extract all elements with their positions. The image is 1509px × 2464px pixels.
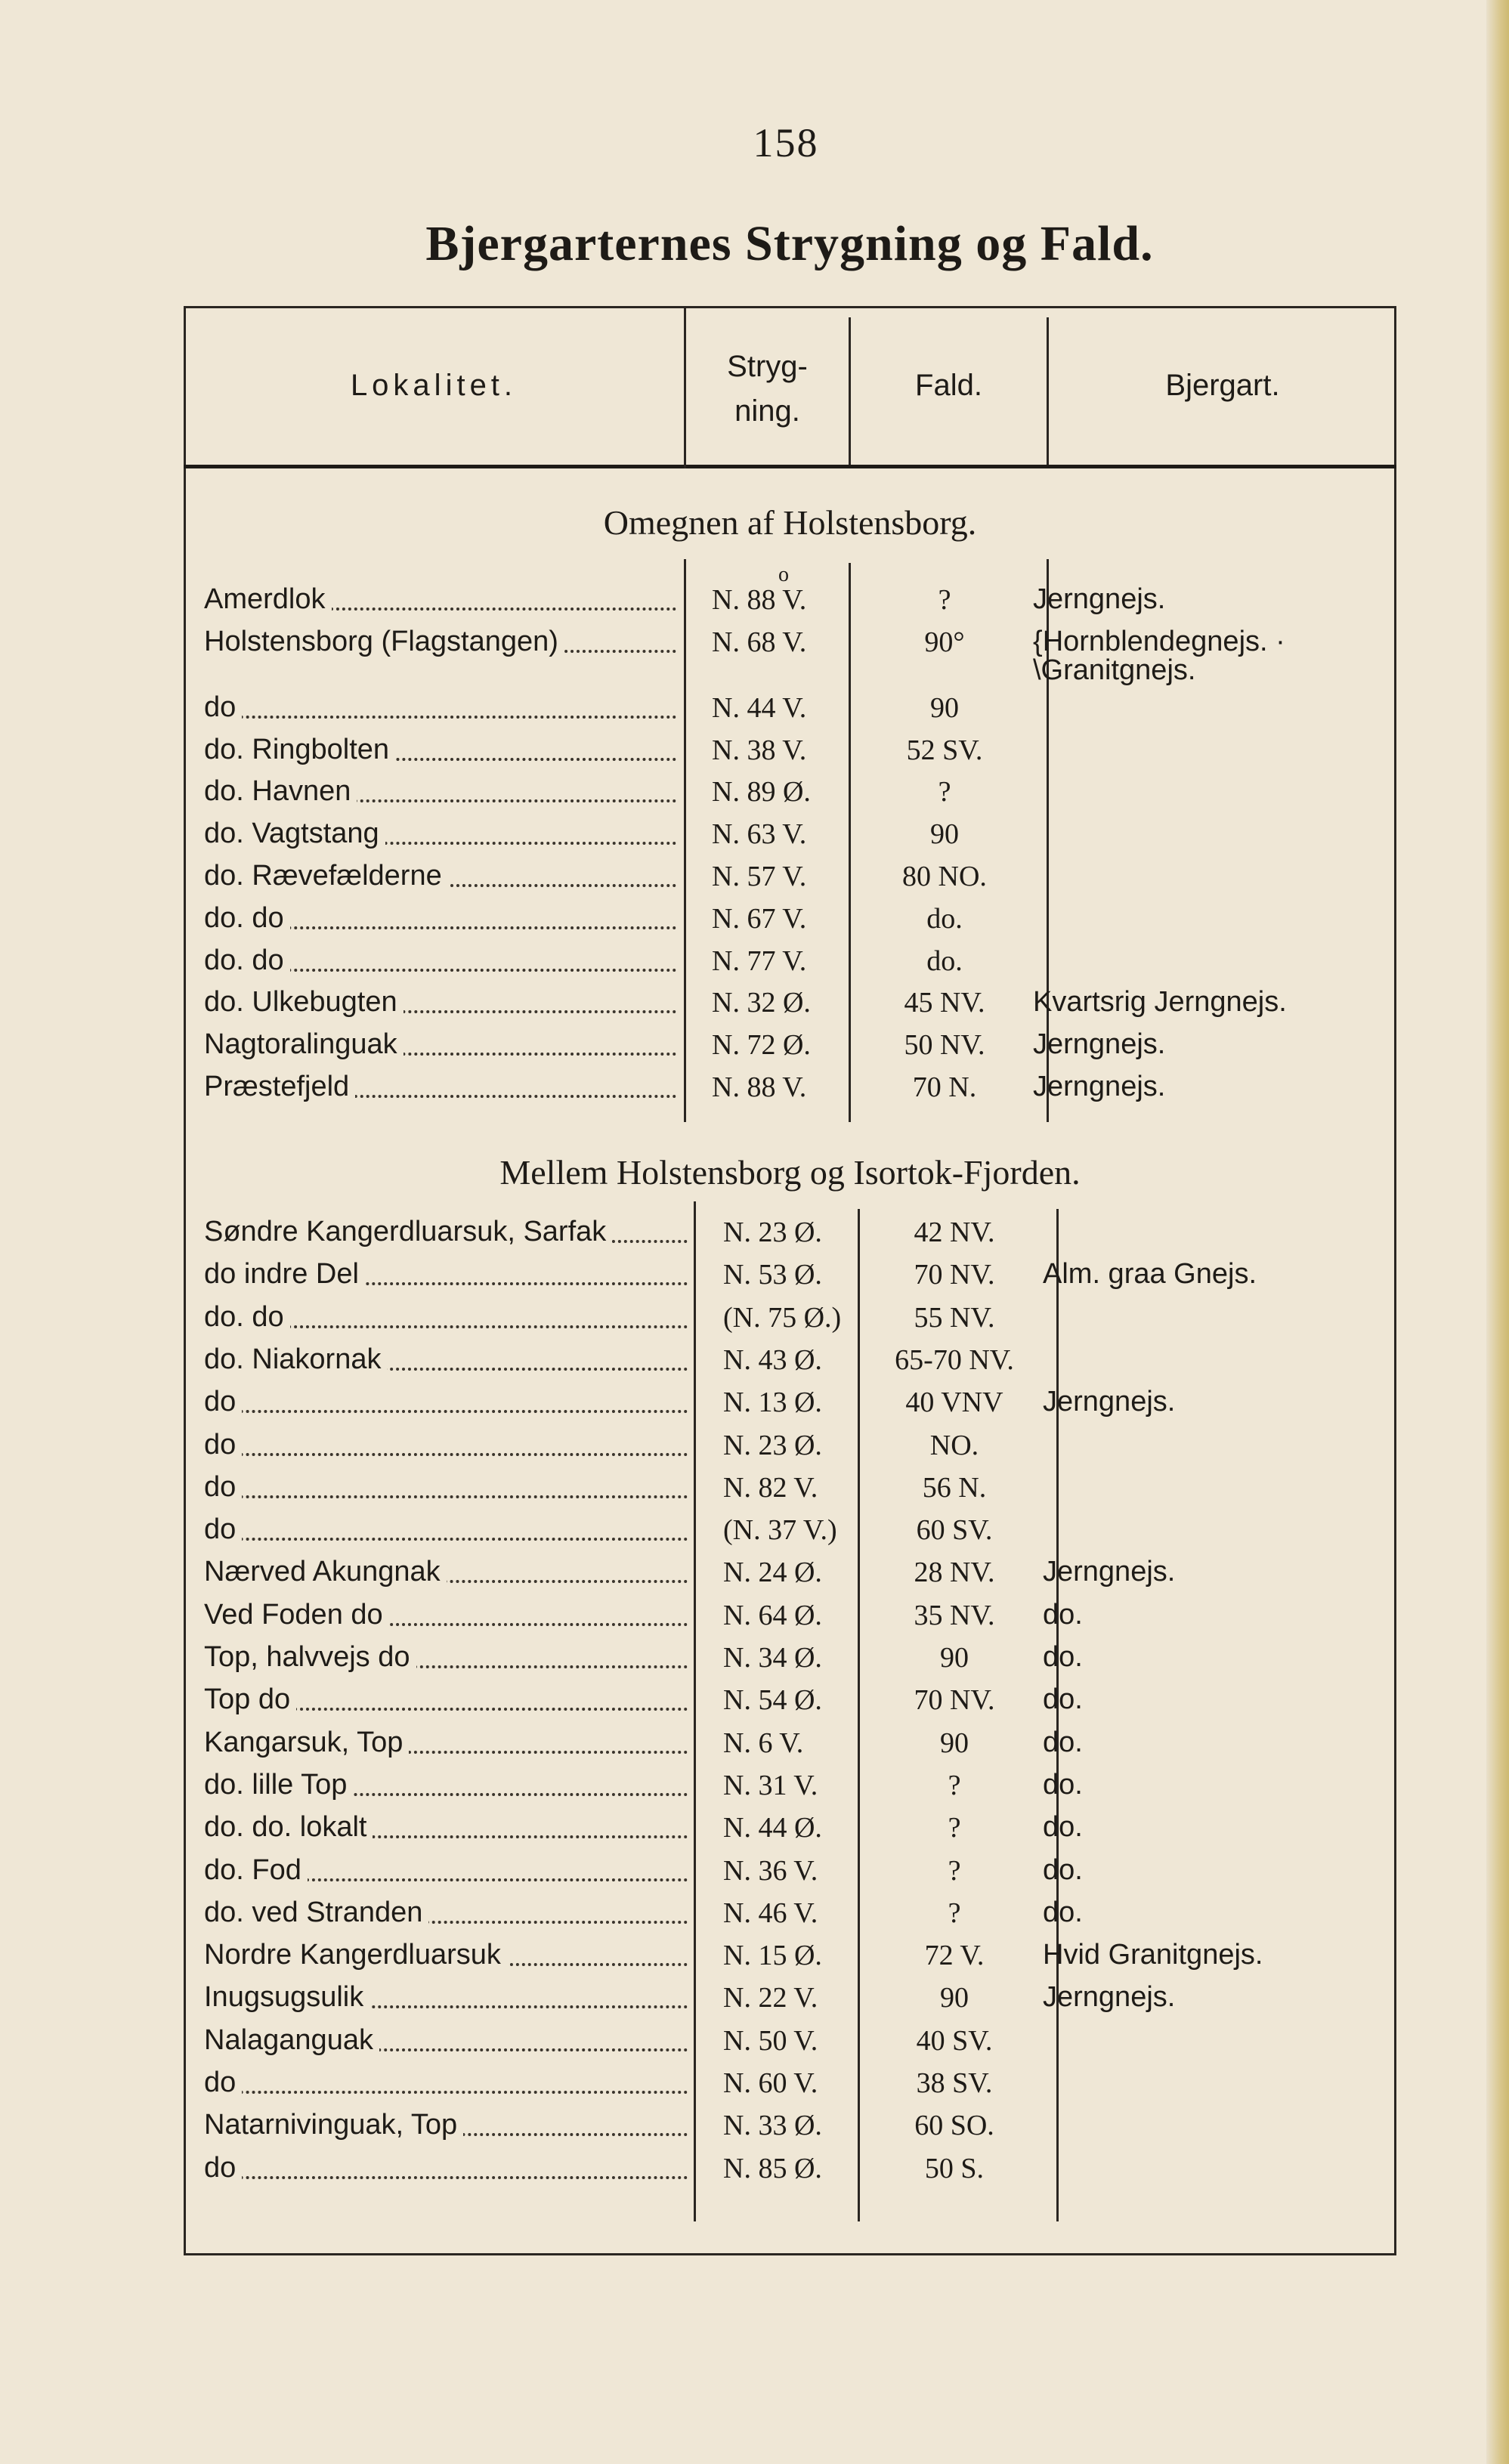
cell-strygning: N. 64 Ø. bbox=[723, 1599, 822, 1631]
cell-lokalitet: do. Ringbolten bbox=[204, 734, 395, 766]
cell-fald: 90 bbox=[940, 1727, 969, 1759]
cell-fald: ? bbox=[938, 584, 951, 616]
cell-strygning: N. 32 Ø. bbox=[712, 987, 811, 1019]
cell-strygning: N. 72 Ø. bbox=[712, 1029, 811, 1062]
cell-lokalitet: do. Havnen bbox=[204, 775, 357, 808]
table-row bbox=[184, 1068, 1396, 1110]
cell-strygning: N. 68 V. bbox=[712, 626, 807, 658]
leader-dots bbox=[204, 1495, 688, 1498]
header-lokalitet: Lokalitet. bbox=[350, 369, 518, 402]
cell-bjergart: Jerngnejs. bbox=[1033, 1028, 1166, 1061]
cell-fald: 90° bbox=[924, 626, 965, 658]
cell-strygning: N. 31 V. bbox=[723, 1769, 818, 1801]
table-row bbox=[184, 2106, 1396, 2148]
header-fald: Fald. bbox=[915, 369, 982, 402]
cell-lokalitet: do. do. lokalt bbox=[204, 1811, 373, 1844]
cell-fald: do. bbox=[926, 944, 963, 977]
leader-dots bbox=[204, 1453, 688, 1456]
table-row bbox=[184, 731, 1396, 773]
cell-lokalitet: do. do bbox=[204, 944, 290, 977]
cell-fald: ? bbox=[948, 1854, 961, 1887]
cell-lokalitet: do bbox=[204, 691, 242, 724]
table-row bbox=[184, 2021, 1396, 2064]
header-strygning: ning. bbox=[734, 394, 800, 428]
page-title: Bjergarternes Strygning og Fald. bbox=[425, 216, 1154, 271]
cell-fald: 90 bbox=[940, 1642, 969, 1674]
cell-fald: 35 NV. bbox=[914, 1599, 995, 1631]
cell-lokalitet: Nalaganguak bbox=[204, 2024, 379, 2057]
cell-lokalitet: do bbox=[204, 1429, 242, 1461]
cell-fald: 38 SV. bbox=[916, 2067, 993, 2099]
cell-fald: 56 N. bbox=[922, 1471, 987, 1504]
cell-lokalitet: Top, halvvejs do bbox=[204, 1641, 416, 1674]
cell-lokalitet: do. Vagtstang bbox=[204, 818, 385, 850]
cell-bjergart: Jerngnejs. bbox=[1033, 583, 1166, 615]
cell-fald: ? bbox=[948, 1769, 961, 1801]
table-row bbox=[184, 857, 1396, 899]
cell-strygning: N. 23 Ø. bbox=[723, 1217, 822, 1248]
cell-lokalitet: do bbox=[204, 2152, 242, 2184]
cell-bjergart: do. bbox=[1043, 1811, 1083, 1844]
cell-lokalitet: do bbox=[204, 1513, 242, 1546]
cell-lokalitet: Søndre Kangerdluarsuk, Sarfak bbox=[204, 1216, 612, 1248]
cell-lokalitet: do. Fod bbox=[204, 1854, 308, 1887]
cell-fald: 50 S. bbox=[924, 2152, 985, 2184]
section-title: Omegnen af Holstensborg. bbox=[603, 503, 977, 542]
cell-lokalitet: do bbox=[204, 2067, 242, 2099]
table-row bbox=[184, 1724, 1396, 1766]
leader-dots bbox=[204, 1538, 688, 1541]
cell-strygning: N. 22 V. bbox=[723, 1982, 818, 2014]
header-rule bbox=[184, 465, 1396, 468]
cell-fald: 70 NV. bbox=[914, 1259, 995, 1291]
cell-fald: ? bbox=[948, 1812, 961, 1844]
cell-bjergart: Jerngnejs. bbox=[1043, 1981, 1176, 2014]
cell-strygning: N. 15 Ø. bbox=[723, 1940, 822, 1972]
cell-fald: 70 NV. bbox=[914, 1684, 995, 1717]
cell-fald: 72 V. bbox=[924, 1940, 985, 1972]
cell-fald: 40 SV. bbox=[916, 2024, 993, 2057]
table-row bbox=[184, 772, 1396, 815]
cell-fald: 60 SV. bbox=[916, 1514, 993, 1547]
table-row bbox=[184, 1638, 1396, 1680]
cell-bjergart: do. bbox=[1043, 1726, 1083, 1758]
cell-lokalitet: Nærved Akungnak bbox=[204, 1556, 447, 1588]
table-row bbox=[184, 1808, 1396, 1850]
cell-strygning: N. 50 V. bbox=[723, 2024, 818, 2057]
cell-lokalitet: Nordre Kangerdluarsuk bbox=[204, 1939, 507, 1971]
cell-lokalitet: Præstefjeld bbox=[204, 1071, 355, 1103]
cell-strygning: (N. 37 V.) bbox=[723, 1514, 837, 1547]
cell-lokalitet: do. do bbox=[204, 902, 290, 935]
cell-strygning: N. 23 Ø. bbox=[723, 1429, 822, 1461]
cell-lokalitet: do. Ulkebugten bbox=[204, 986, 404, 1019]
cell-fald: ? bbox=[948, 1897, 961, 1929]
cell-bjergart: do. bbox=[1043, 1768, 1083, 1801]
cell-lokalitet: Ved Foden do bbox=[204, 1599, 389, 1631]
leader-dots bbox=[204, 2091, 688, 2094]
cell-fald: do. bbox=[926, 902, 963, 935]
cell-lokalitet: do bbox=[204, 1471, 242, 1504]
cell-lokalitet: do. lille Top bbox=[204, 1769, 353, 1801]
cell-fald: 60 SO. bbox=[914, 2110, 994, 2142]
cell-fald: 42 NV. bbox=[914, 1217, 995, 1248]
cell-lokalitet: Amerdlok bbox=[204, 583, 332, 616]
cell-fald: 52 SV. bbox=[906, 734, 983, 766]
cell-lokalitet: do. ved Stranden bbox=[204, 1897, 428, 1929]
cell-bjergart: do. bbox=[1043, 1896, 1083, 1928]
table-row bbox=[184, 1025, 1396, 1068]
cell-bjergart: Jerngnejs. bbox=[1033, 1071, 1166, 1102]
cell-bjergart: do. bbox=[1043, 1598, 1083, 1631]
cell-lokalitet: Nagtoralinguak bbox=[204, 1028, 404, 1061]
degree-mark: o bbox=[778, 563, 789, 586]
table-row bbox=[184, 1978, 1396, 2020]
cell-lokalitet: do indre Del bbox=[204, 1258, 365, 1291]
cell-bjergart: do. bbox=[1043, 1641, 1083, 1673]
cell-strygning: N. 89 Ø. bbox=[712, 776, 811, 808]
table-row bbox=[184, 1426, 1396, 1468]
cell-strygning: N. 67 V. bbox=[712, 902, 807, 935]
cell-strygning: N. 44 Ø. bbox=[723, 1812, 822, 1844]
cell-bjergart: Jerngnejs. bbox=[1043, 1386, 1176, 1418]
table-row bbox=[184, 1553, 1396, 1595]
cell-fald: 50 NV. bbox=[904, 1029, 985, 1062]
cell-bjergart: {Hornblendegnejs. · bbox=[1033, 625, 1285, 657]
table-row bbox=[184, 1255, 1396, 1297]
cell-bjergart: Kvartsrig Jerngnejs. bbox=[1033, 986, 1287, 1019]
table-row bbox=[184, 1298, 1396, 1340]
table-row bbox=[184, 1468, 1396, 1510]
cell-bjergart: Alm. graa Gnejs. bbox=[1043, 1258, 1257, 1291]
cell-bjergart: Hvid Granitgnejs. bbox=[1043, 1939, 1263, 1971]
table-row bbox=[184, 899, 1396, 941]
table-row bbox=[184, 1213, 1396, 1255]
cell-strygning: N. 77 V. bbox=[712, 944, 807, 977]
cell-strygning: N. 38 V. bbox=[712, 734, 807, 766]
page-edge bbox=[1486, 0, 1509, 2464]
cell-lokalitet: Holstensborg (Flagstangen) bbox=[204, 626, 564, 658]
cell-strygning: N. 82 V. bbox=[723, 1471, 818, 1504]
cell-strygning: N. 43 Ø. bbox=[723, 1343, 822, 1376]
cell-strygning: N. 53 Ø. bbox=[723, 1259, 822, 1291]
cell-lokalitet: do. Niakornak bbox=[204, 1343, 387, 1376]
cell-strygning: N. 88 V. bbox=[712, 1071, 807, 1103]
cell-strygning: N. 85 Ø. bbox=[723, 2152, 822, 2184]
table-row bbox=[184, 2064, 1396, 2106]
cell-lokalitet: do. Rævefælderne bbox=[204, 860, 448, 892]
cell-strygning: (N. 75 Ø.) bbox=[723, 1301, 842, 1334]
cell-fald: 65-70 NV. bbox=[895, 1343, 1014, 1376]
leader-dots bbox=[204, 1410, 688, 1413]
cell-fald: 70 N. bbox=[912, 1071, 977, 1103]
table-row bbox=[184, 1510, 1396, 1553]
cell-bjergart: \Granitgnejs. bbox=[1033, 654, 1196, 686]
cell-fald: 45 NV. bbox=[904, 987, 985, 1019]
cell-fald: 90 bbox=[930, 691, 959, 724]
table-row bbox=[184, 1383, 1396, 1425]
cell-strygning: N. 6 V. bbox=[723, 1727, 804, 1759]
table-row bbox=[184, 1894, 1396, 1936]
cell-strygning: N. 63 V. bbox=[712, 818, 807, 851]
page-number: 158 bbox=[753, 120, 819, 165]
table-row bbox=[184, 1596, 1396, 1638]
cell-lokalitet: Inugsugsulik bbox=[204, 1981, 370, 2014]
section-title: Mellem Holstensborg og Isortok-Fjorden. bbox=[499, 1153, 1081, 1192]
cell-lokalitet: do bbox=[204, 1386, 242, 1418]
table-row bbox=[184, 941, 1396, 984]
cell-lokalitet: Kangarsuk, Top bbox=[204, 1727, 409, 1759]
cell-bjergart: do. bbox=[1043, 1683, 1083, 1716]
cell-strygning: N. 46 V. bbox=[723, 1897, 818, 1929]
cell-strygning: N. 60 V. bbox=[723, 2067, 818, 2099]
header-strygning: Stryg- bbox=[727, 350, 808, 383]
cell-fald: 40 VNV bbox=[905, 1387, 1003, 1419]
table-row bbox=[184, 1340, 1396, 1383]
table-row bbox=[184, 688, 1396, 731]
table-row bbox=[184, 1680, 1396, 1723]
table-row bbox=[184, 580, 1396, 623]
header-bjergart: Bjergart. bbox=[1165, 369, 1280, 402]
leader-dots bbox=[204, 2176, 688, 2179]
cell-fald: 55 NV. bbox=[914, 1301, 995, 1334]
cell-strygning: N. 33 Ø. bbox=[723, 2110, 822, 2142]
cell-lokalitet: Natarnivinguak, Top bbox=[204, 2109, 463, 2141]
cell-bjergart: do. bbox=[1043, 1853, 1083, 1886]
cell-fald: ? bbox=[938, 776, 951, 808]
table-row bbox=[184, 2149, 1396, 2191]
cell-strygning: N. 36 V. bbox=[723, 1854, 818, 1887]
cell-strygning: N. 57 V. bbox=[712, 861, 807, 892]
table-row bbox=[184, 815, 1396, 857]
cell-strygning: N. 54 Ø. bbox=[723, 1684, 822, 1717]
cell-fald: 80 NO. bbox=[902, 861, 987, 892]
cell-strygning: N. 44 V. bbox=[712, 691, 807, 724]
cell-strygning: N. 88 V. bbox=[712, 584, 807, 616]
cell-bjergart: Jerngnejs. bbox=[1043, 1556, 1176, 1588]
leader-dots bbox=[204, 716, 676, 719]
cell-fald: 90 bbox=[930, 818, 959, 851]
cell-fald: 28 NV. bbox=[914, 1557, 995, 1589]
cell-lokalitet: do. do bbox=[204, 1301, 290, 1334]
header-divider bbox=[684, 306, 686, 468]
cell-strygning: N. 13 Ø. bbox=[723, 1387, 822, 1419]
cell-strygning: N. 34 Ø. bbox=[723, 1642, 822, 1674]
table-row bbox=[184, 1766, 1396, 1808]
table-row bbox=[184, 983, 1396, 1025]
cell-strygning: N. 24 Ø. bbox=[723, 1557, 822, 1589]
table-row bbox=[184, 1936, 1396, 1978]
table-row bbox=[184, 1851, 1396, 1894]
cell-lokalitet: Top do bbox=[204, 1683, 296, 1716]
cell-fald: 90 bbox=[940, 1982, 969, 2014]
cell-fald: NO. bbox=[929, 1429, 979, 1461]
